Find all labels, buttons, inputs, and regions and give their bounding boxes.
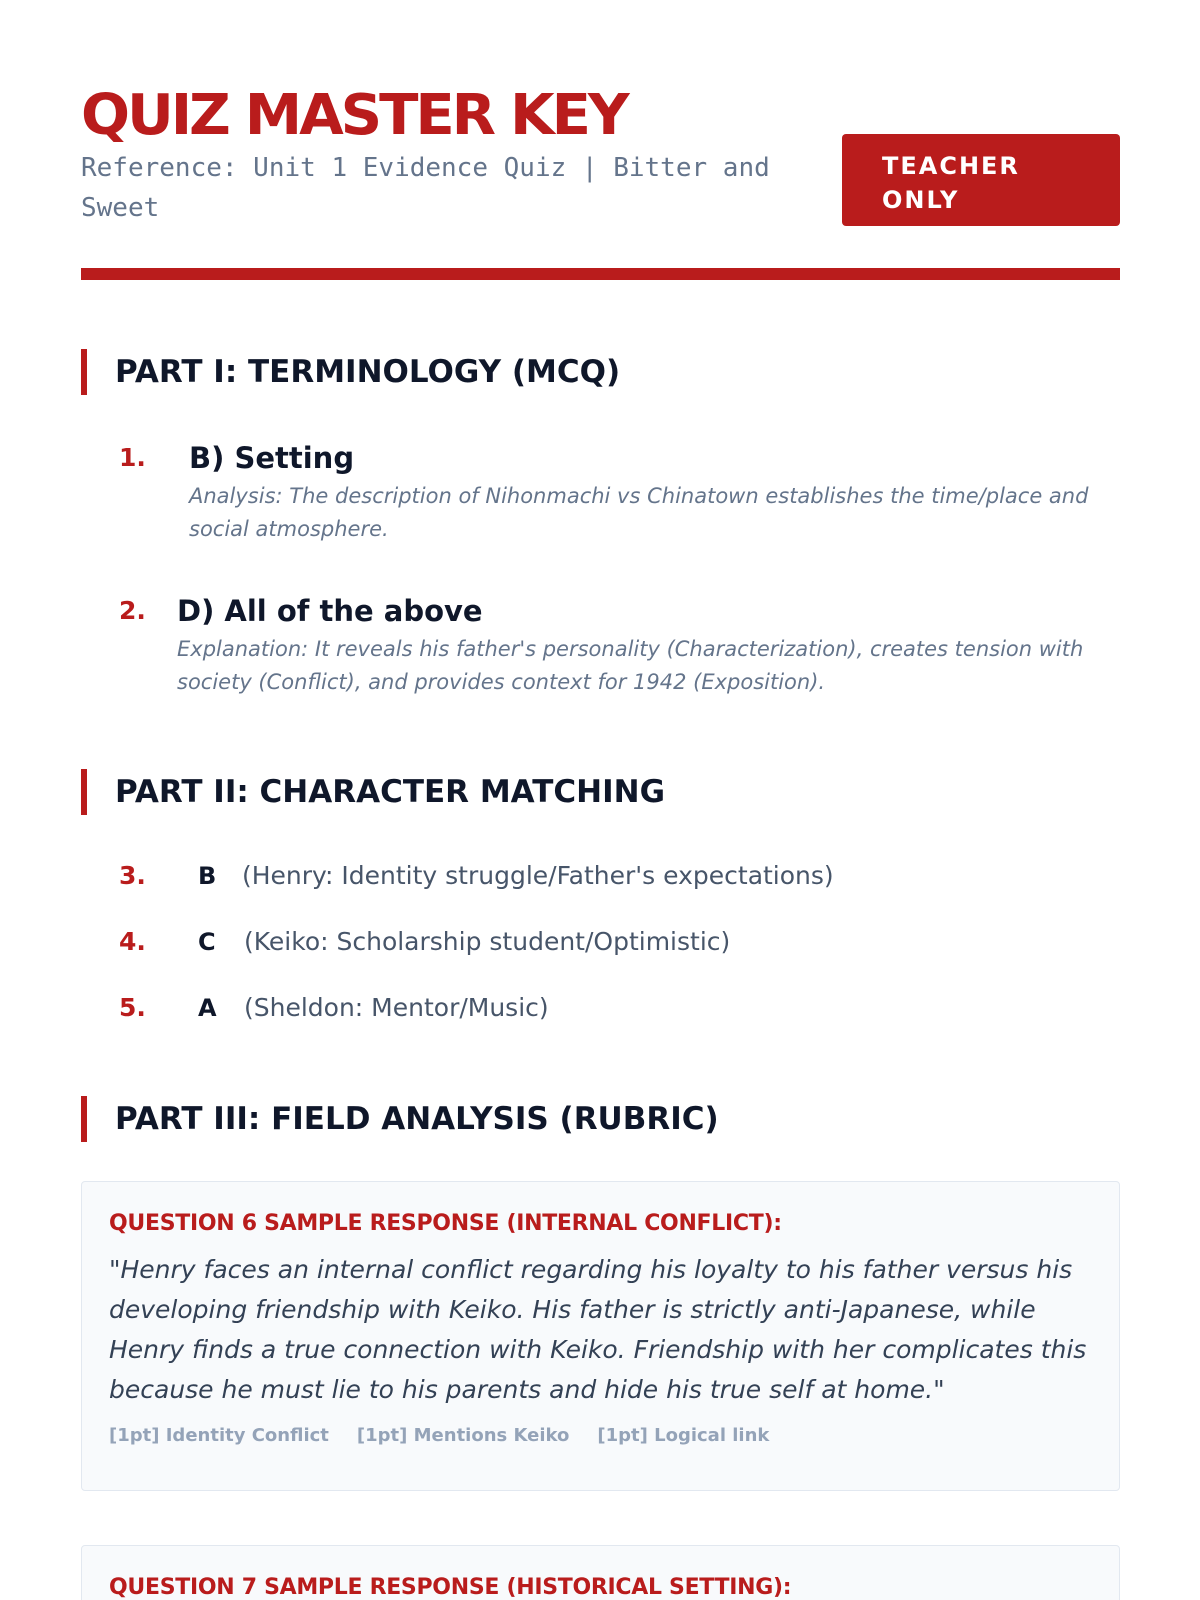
- item-number: 5.: [119, 993, 146, 1022]
- item-number: 1.: [119, 443, 146, 472]
- mcq-item: [119, 591, 1120, 699]
- rubric-card: [81, 1545, 1120, 1600]
- criterion: [1pt] Logical link: [597, 1425, 770, 1446]
- rubric-card: [81, 1181, 1120, 1491]
- mcq-item: [119, 438, 1120, 546]
- matching-description: (Keiko: Scholarship student/Optimistic): [244, 927, 731, 956]
- section-heading-part-3: PART III: FIELD ANALYSIS (RUBRIC): [81, 1096, 719, 1142]
- page-title: QUIZ MASTER KEY: [81, 83, 627, 148]
- sample-response: "Henry faces an internal conflict regarding his loyalty to his father versus his developing friendship with Keiko. His father is strictly anti-Japanese, while Henry finds a true connection with Keiko. Friendship with her complicates this because he must lie to his parents and hide his true self at home.": [109, 1255, 1087, 1404]
- rubric-criteria: [109, 1422, 1092, 1450]
- mcq-answer: D) All of the above: [177, 594, 483, 628]
- mcq-explanation: Explanation: It reveals his father's personality (Characterization), creates tension with society (Conflict), and provides context for 1942 (Exposition).: [177, 637, 1084, 694]
- mcq-explanation: Analysis: The description of Nihonmachi vs Chinatown establishes the time/place and social atmosphere.: [189, 484, 1089, 541]
- matching-description: (Henry: Identity struggle/Father's expectations): [242, 861, 834, 890]
- matching-letter: A: [198, 994, 217, 1022]
- mcq-answer: B) Setting: [189, 441, 355, 475]
- reference-line: Reference: Unit 1 Evidence Quiz | Bitter and Sweet: [81, 153, 770, 223]
- item-number: 3.: [119, 861, 146, 890]
- document-content: [81, 0, 1120, 1600]
- rubric-card-label: QUESTION 7 SAMPLE RESPONSE (HISTORICAL SETTING):: [109, 1575, 792, 1600]
- criterion: [1pt] Mentions Keiko: [356, 1425, 570, 1446]
- header-divider: [81, 268, 1120, 280]
- section-heading-part-1: PART I: TERMINOLOGY (MCQ): [81, 349, 620, 395]
- criterion: [1pt] Identity Conflict: [109, 1425, 329, 1446]
- document-header: [81, 0, 1120, 284]
- item-number: 2.: [119, 596, 146, 625]
- rubric-card-label: QUESTION 6 SAMPLE RESPONSE (INTERNAL CONFLICT):: [109, 1211, 782, 1236]
- matching-letter: C: [198, 928, 216, 956]
- matching-description: (Sheldon: Mentor/Music): [244, 993, 549, 1022]
- section-heading-part-2: PART II: CHARACTER MATCHING: [81, 769, 665, 815]
- matching-letter: B: [198, 862, 217, 890]
- teacher-only-badge: TEACHER ONLY: [842, 134, 1120, 226]
- item-number: 4.: [119, 927, 146, 956]
